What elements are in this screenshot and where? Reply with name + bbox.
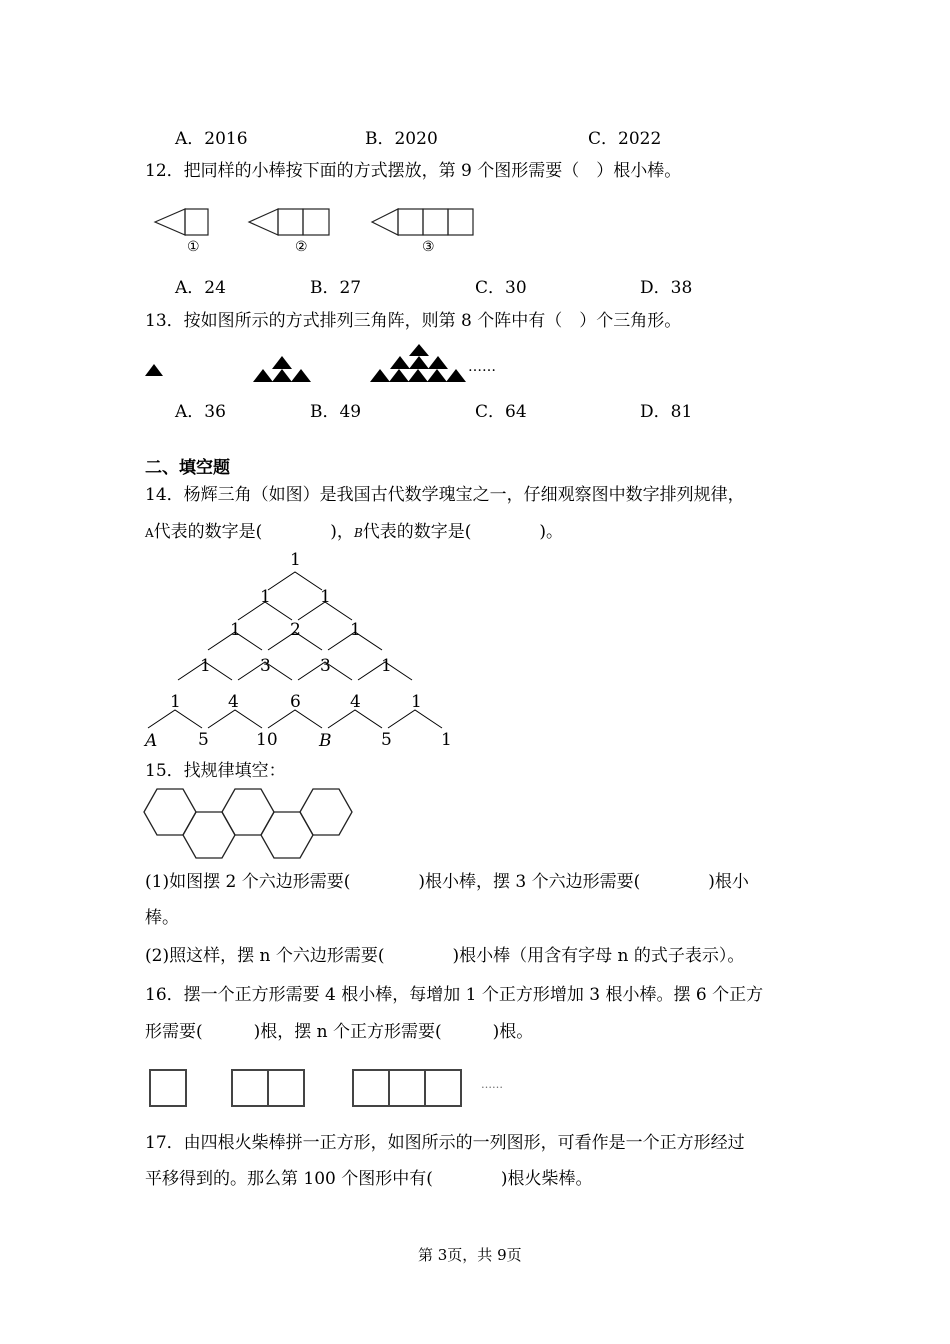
q14-label-a: A (145, 526, 154, 540)
q14-label-b: B (353, 526, 363, 540)
yanghui-row5-5: 1 (411, 692, 422, 712)
page-number: 第 3页，共 9页 (418, 1246, 522, 1264)
square (389, 1070, 425, 1106)
yanghui-row2-2: 1 (320, 587, 331, 607)
q13-option-d: D．81 (640, 402, 693, 422)
yanghui-row6-3: 10 (256, 730, 278, 750)
q17-line2: 平移得到的。那么第 100 个图形中有( )根火柴棒。 (145, 1169, 593, 1189)
q13-option-c: C．64 (475, 402, 527, 422)
q12-option-a: A．24 (175, 278, 226, 298)
yanghui-row5-4: 4 (350, 692, 361, 712)
square (268, 1070, 304, 1106)
yanghui-row5-3: 6 (290, 692, 301, 712)
yanghui-row3-1: 1 (230, 620, 241, 640)
yanghui-row3-3: 1 (350, 620, 361, 640)
square (232, 1070, 268, 1106)
yanghui-row4-2: 3 (260, 656, 271, 676)
q11-option-c: C．2022 (588, 129, 662, 149)
yanghui-row4-4: 1 (381, 656, 392, 676)
yanghui-row6-5: 5 (381, 730, 392, 750)
q12-figure-label-2: ② (295, 239, 308, 255)
yanghui-row5-2: 4 (228, 692, 239, 712)
q16-line1: 16．摆一个正方形需要 4 根小棒，每增加 1 个正方形增加 3 根小棒。摆 6 个正方 (145, 985, 764, 1005)
q12-figure-label-3: ③ (422, 239, 435, 255)
q14-line1: 14．杨辉三角（如图）是我国古代数学瑰宝之一，仔细观察图中数字排列规律， (145, 485, 745, 505)
q14-blank-a: 代表的数字是( )， (153, 522, 354, 542)
yanghui-row1-1: 1 (290, 550, 301, 570)
square (150, 1070, 186, 1106)
q17-line1: 17．由四根火柴棒拼一正方形，如图所示的一列图形，可看作是一个正方形经过 (145, 1133, 745, 1153)
yanghui-row6-6: 1 (441, 730, 452, 750)
q13-option-b: B．49 (310, 402, 362, 422)
q11-option-b: B．2020 (365, 129, 438, 149)
yanghui-row2-1: 1 (260, 587, 271, 607)
q15-text: 15．找规律填空： (145, 761, 286, 781)
yanghui-row3-2: 2 (290, 620, 301, 640)
yanghui-row6-a: A (145, 731, 158, 751)
yanghui-row4-3: 3 (320, 656, 331, 676)
q12-option-d: D．38 (640, 278, 693, 298)
q13-option-a: A．36 (175, 402, 226, 422)
square (425, 1070, 461, 1106)
q12-option-c: C．30 (475, 278, 527, 298)
section-title: 二、填空题 (145, 458, 230, 478)
q13-ellipsis: …… (468, 359, 496, 375)
yanghui-row6-2: 5 (198, 730, 209, 750)
q14-blank-b: 代表的数字是( )。 (362, 522, 564, 542)
q16-line2: 形需要( )根，摆 n 个正方形需要( )根。 (145, 1022, 534, 1042)
q16-ellipsis: …… (481, 1078, 503, 1091)
square (353, 1070, 389, 1106)
q15-part1-line1: (1)如图摆 2 个六边形需要( )根小棒，摆 3 个六边形需要( )根小 (145, 872, 749, 892)
q11-option-a: A．2016 (175, 129, 248, 149)
yanghui-row5-1: 1 (170, 692, 181, 712)
q13-text: 13．按如图所示的方式排列三角阵，则第 8 个阵中有（ ）个三角形。 (145, 311, 682, 331)
q15-part1-line2: 棒。 (145, 908, 179, 928)
yanghui-row6-b: B (319, 731, 332, 751)
q12-text: 12．把同样的小棒按下面的方式摆放，第 9 个图形需要（ ）根小棒。 (145, 161, 682, 181)
yanghui-row4-1: 1 (200, 656, 211, 676)
q15-part2: (2)照这样，摆 n 个六边形需要( )根小棒（用含有字母 n 的式子表示）。 (145, 946, 745, 966)
q12-option-b: B．27 (310, 278, 362, 298)
q12-figure-label-1: ① (187, 239, 200, 255)
